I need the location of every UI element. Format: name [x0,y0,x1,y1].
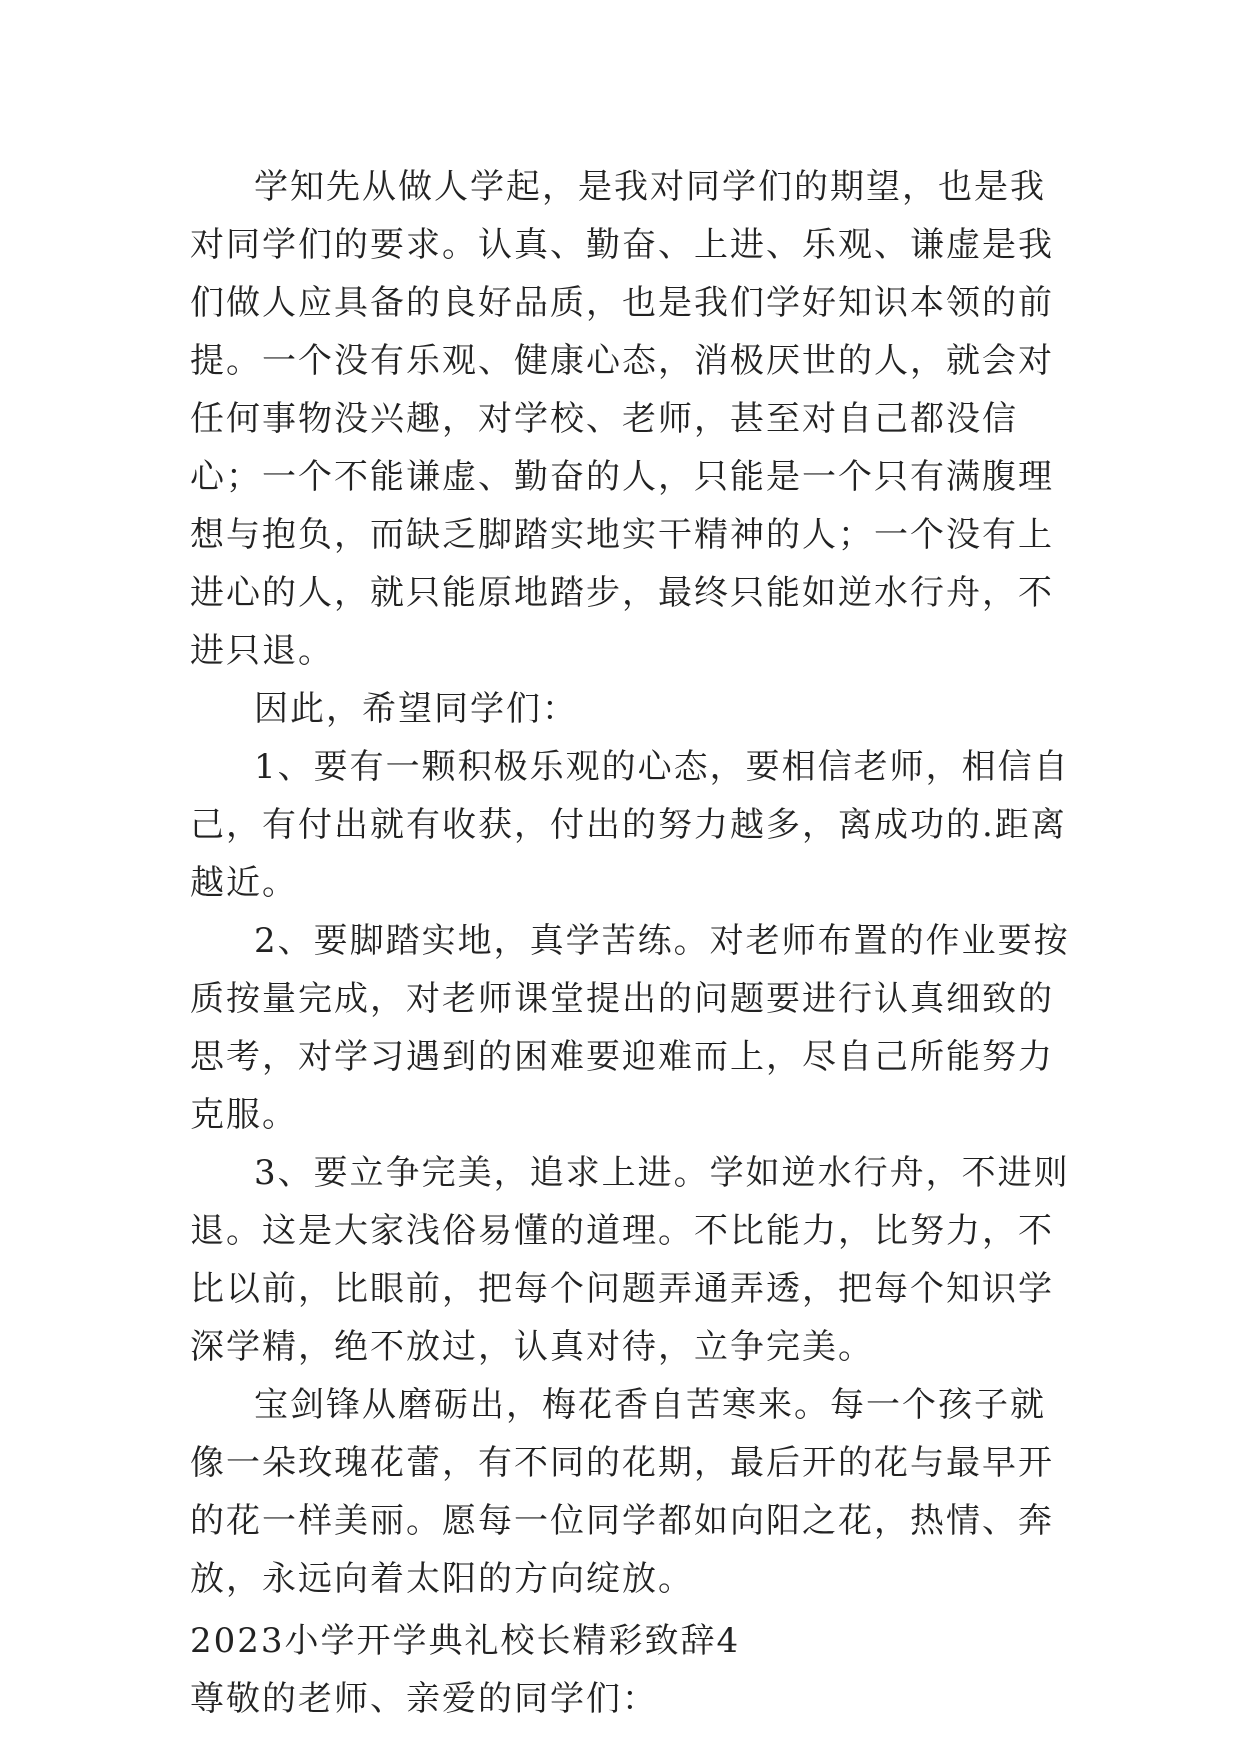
paragraph-therefore: 因此，希望同学们： [254,689,578,729]
paragraph-expectations: 学知先从做人学起，是我对同学们的期望，也是我对同学们的要求。认真、勤奋、上进、乐观、谦虚是我们做人应具备的良好品质，也是我们学好知识本领的前提。一个没有乐观、健康心态，消极厌世的人，就会对任何事物没兴趣，对学校、老师，甚至对自己都没信心；一个不能谦虚、勤奋的人，只能是一个只有满腹理想与抱负，而缺乏脚踏实地实干精神的人；一个没有上进心的人，就只能原地踏步，最终只能如逆水行舟，不进只退。 [190,167,1054,671]
salutation: 尊敬的老师、亲爱的同学们： [190,1679,658,1719]
paragraph-point-3: 3、要立争完美，追求上进。学如逆水行舟，不进则退。这是大家浅俗易懂的道理。不比能力，比努力，不比以前，比眼前，把每个问题弄通弄透，把每个知识学深学精，绝不放过，认真对待，立争完美。 [190,1153,1070,1367]
paragraph-point-2: 2、要脚踏实地，真学苦练。对老师布置的作业要按质按量完成，对老师课堂提出的问题要进行认真细致的思考，对学习遇到的困难要迎难而上，尽自己所能努力克服。 [190,921,1070,1135]
paragraph-closing: 宝剑锋从磨砺出，梅花香自苦寒来。每一个孩子就像一朵玫瑰花蕾，有不同的花期，最后开的花与最早开的花一样美丽。愿每一位同学都如向阳之花，热情、奔放，永远向着太阳的方向绽放。 [190,1385,1054,1599]
paragraph-point-1: 1、要有一颗积极乐观的心态，要相信老师，相信自己，有付出就有收获，付出的努力越多，离成功的.距离越近。 [190,747,1070,903]
section-heading: 2023小学开学典礼校长精彩致辞4 [190,1621,741,1661]
document-body [190,158,1070,1728]
